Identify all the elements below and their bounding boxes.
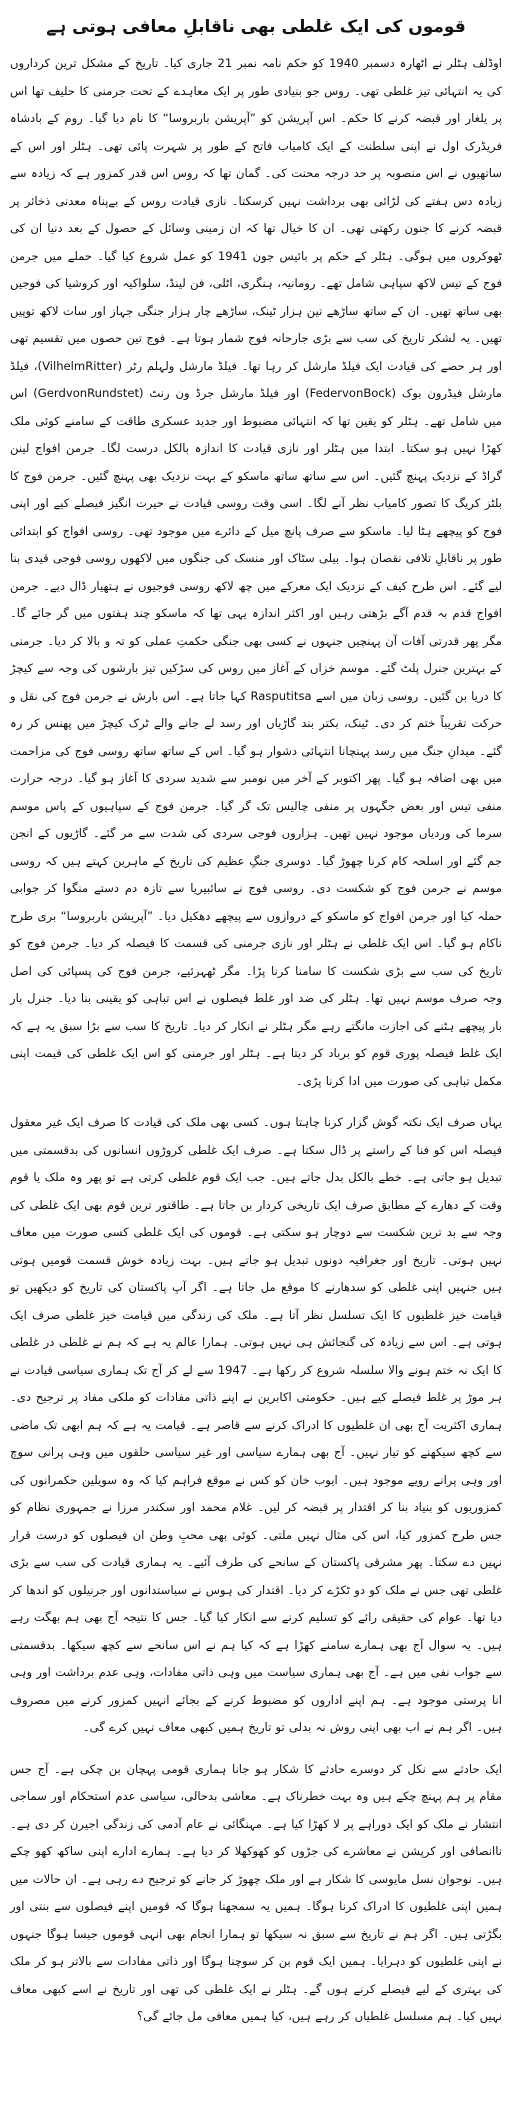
article-headline: قوموں کی ایک غلطی بھی ناقابلِ معافی ہوتی ہے <box>46 17 466 37</box>
paragraph-gap <box>10 1742 502 1756</box>
article-paragraph-2: یہاں صرف ایک نکتہ گوش گزار کرنا چاہتا ہوں۔ کسی بھی ملک کی قیادت کا صرف ایک غیر معقول فیصلہ اس کو فنا کے راستے پر ڈال سکتا ہے۔ صرف ایک غلطی کروڑوں انسانوں کی بدقسمتی میں تبدیل ہو جاتی ہے۔ خطے بالکل بدل جاتے ہیں۔ جب ایک قوم غلطی کرتی ہے تو پھر وہ ملک یا قوم وقت کے دھارے کے مطابق صرف ایک تاریخی کردار بن جاتا ہے۔ طاقتور ترین قوم بھی ایک غلطی کی وجہ سے بد ترین شکست سے دوچار ہو سکتی ہے۔ قوموں کی ایک غلطی کسی صورت میں معاف نہیں ہوتی۔ تاریخ اور جغرافیہ دونوں تبدیل ہو جاتے ہیں۔ بہت زیادہ خوش قسمت قومیں ہوتی ہیں جنہیں اپنی غلطی کو سدھارنے کا موقع مل جاتا ہے۔ اگر آپ پاکستان کی تاریخ کو دیکھیں تو قیامت خیز غلطیوں کا ایک تسلسل نظر آتا ہے۔ ملک کی زندگی میں قیامت خیز غلطی صرف ایک ہوتی ہے۔ اس سے زیادہ کی گنجائش ہی نہیں ہوتی۔ ہمارا عالم یہ ہے کہ ہم نے غلطی در غلطی کا ایک نہ ختم ہونے والا سلسلہ شروع کر رکھا ہے۔ 1947 سے لے کر آج تک ہماری سیاسی قیادت نے ہر موڑ پر غلط فیصلے کیے ہیں۔ حکومتی اکابرین نے اپنے ذاتی مفادات کو ملکی مفاد پر ترجیح دی۔ ہماری اکثریت آج بھی ان غلطیوں کا ادراک کرنے سے قاصر ہے۔ قیامت یہ ہے کہ ہم ابھی تک ماضی سے کچھ سیکھنے کو تیار نہیں۔ آج بھی ہمارے سیاسی اور غیر سیاسی حلقوں میں وہی پرانی سوچ اور وہی پرانے رویے موجود ہیں۔ ایوب خان کو کس نے موقع فراہم کیا کہ وہ سویلین حکمرانوں کی کمزوریوں کو بنیاد بنا کر اقتدار پر قبضہ کر لیں۔ غلام محمد اور سکندر مرزا نے جمہوری نظام کو جس طرح کمزور کیا، اس کی مثال نہیں ملتی۔ کوئی بھی محبِ وطن ان فیصلوں کو درست قرار نہیں دے سکتا۔ پھر مشرقی پاکستان کے سانحے کی طرف آئیے۔ یہ ہماری قیادت کی سب سے بڑی غلطی تھی جس نے ملک کو دو ٹکڑے کر دیا۔ اقتدار کی ہوس نے سیاستدانوں اور جرنیلوں کو اندھا کر دیا تھا۔ عوام کی حقیقی رائے کو تسلیم کرنے سے انکار کیا گیا۔ جس کا نتیجہ آج بھی ہم بھگت رہے ہیں۔ یہ سوال آج بھی ہمارے سامنے کھڑا ہے کہ کیا ہم نے اس سانحے سے کچھ سیکھا۔ بدقسمتی سے جواب نفی میں ہے۔ آج بھی ہماری سیاست میں وہی ذاتی مفادات، وہی عدم برداشت اور وہی انا پرستی موجود ہے۔ ہم اپنے اداروں کو مضبوط کرنے کے بجائے انہیں کمزور کرنے میں مصروف ہیں۔ اگر ہم نے اب بھی اپنی روش نہ بدلی تو تاریخ ہمیں کبھی معاف نہیں کرے گی۔ <box>10 1115 502 1734</box>
paragraph-gap <box>10 1095 502 1109</box>
article-paragraph-1: اوڈلف ہٹلر نے اٹھارہ دسمبر 1940 کو حکم نامہ نمبر 21 جاری کیا۔ تاریخ کے مشکل ترین کرداروں کی یہ انتہائی تیز غلطی تھی۔ روس جو بنیادی طور پر ایک معاہدے کے تحت جرمنی کا حلیف تھا اس پر یلغار اور قبضہ کرنے کا حکم۔ اس آپریشن کو ”آپریشن باربروسا“ کا نام دیا گیا۔ روم کے بادشاہ فریڈرک اول نے اپنی سلطنت کے ایک کامیاب فاتح کے طور پر شہرت پائی تھی۔ ہٹلر اور اس کے ساتھیوں نے اس منصوبہ پر حد درجہ محنت کی۔ گمان تھا کہ روس اس قدر کمزور ہے کہ زیادہ سے زیادہ دس ہفتے کی لڑائی بھی برداشت نہیں کرسکتا۔ نازی قیادت روس کے بےپناہ معدنی ذخائر پر قبضہ کرنے کا جنون رکھتی تھی۔ ان کا خیال تھا کہ ان زمینی وسائل کے حصول کے بعد دنیا ان کی ٹھوکروں میں ہوگی۔ ہٹلر کے حکم پر بائیس جون 1941 کو عمل شروع کیا گیا۔ حملے میں جرمن فوج کے تیس لاکھ سپاہی شامل تھے۔ رومانیہ، ہنگری، اٹلی، فن لینڈ، سلواکیہ اور کروشیا کی فوجیں بھی ساتھ تھیں۔ ان کے ساتھ ساڑھے تین ہزار ٹینک، ساڑھے چار ہزار جنگی جہاز اور سات لاکھ توپیں تھیں۔ یہ لشکر تاریخ کی سب سے بڑی جارحانہ فوج شمار ہوتا ہے۔ فوج تین حصوں میں تقسیم تھی اور ہر حصے کی قیادت ایک فیلڈ مارشل کر رہا تھا۔ فیلڈ مارشل ولہلم رٹر (VilhelmRitter)، فیلڈ مارشل فیڈرون بوک (FedervonBock) اور فیلڈ مارشل جرڈ ون رنٹ (GerdvonRundstet) اس میں شامل تھے۔ ہٹلر کو یقین تھا کہ انتہائی مضبوط اور جدید عسکری طاقت کے سامنے کوئی ملک کھڑا نہیں ہو سکتا۔ ابتدا میں ہٹلر اور نازی قیادت کا اندازہ بالکل درست لگا۔ جرمن افواج لینن گراڈ کے نزدیک پہنچ گئیں۔ اس سے ساتھ ساتھ ماسکو کے بہت نزدیک بھی پہنچ گئیں۔ جرمن فوج کا بلٹز کریگ کا تصور کامیاب نظر آنے لگا۔ اسی وقت روسی قیادت نے حیرت انگیز فیصلے کیے اور اپنی فوج کو پیچھے ہٹا لیا۔ ماسکو سے صرف پانچ میل کے دائرے میں موجود تھی۔ روسی افواج کو ابتدائی طور پر ناقابلِ تلافی نقصان ہوا۔ بیلی سٹاک اور منسک کی جنگوں میں لاکھوں روسی فوجی قیدی بنا لیے گئے۔ اس طرح کیف کے نزدیک ایک معرکے میں چھ لاکھ روسی فوجیوں نے ہتھیار ڈال دیے۔ جرمن افواج قدم بہ قدم آگے بڑھتی رہیں اور اکثر اندازہ یہی تھا کہ ماسکو چند ہفتوں میں گر جائے گا۔ مگر پھر قدرتی آفات آن پہنچیں جنہوں نے کسی بھی جنگی حکمتِ عملی کو تہ و بالا کر دیا۔ جرمنی کے بہترین جنرل پلٹ گئے۔ موسم خزاں کے آغاز میں روس کی سڑکیں تیز بارشوں کی وجہ سے کیچڑ کا دریا بن گئیں۔ روسی زبان میں اسے Rasputitsa کہا جاتا ہے۔ اس بارش نے جرمن فوج کی نقل و حرکت تقریباً ختم کر دی۔ ٹینک، بکتر بند گاڑیاں اور رسد لے جانے والے ٹرک کیچڑ میں پھنس کر رہ گئے۔ میدانِ جنگ میں رسد پہنچانا انتہائی دشوار ہو گیا۔ اس کے ساتھ ساتھ روسی فوج کی مزاحمت میں بھی اضافہ ہو گیا۔ پھر اکتوبر کے آخر میں نومبر سے شدید سردی کا آغاز ہو گیا۔ درجہ حرارت منفی تیس اور بعض جگہوں پر منفی چالیس تک گر گیا۔ جرمن فوج کے سپاہیوں کے پاس موسم سرما کی وردیاں موجود نہیں تھیں۔ ہزاروں فوجی سردی کی شدت سے مر گئے۔ گاڑیوں کے انجن جم گئے اور اسلحہ کام کرنا چھوڑ گیا۔ دوسری جنگِ عظیم کی تاریخ کے ماہرین کہتے ہیں کہ روسی موسم نے جرمن فوج کو شکست دی۔ روسی فوج نے سائبیریا سے تازہ دم دستے منگوا کر جوابی حملہ کیا اور جرمن افواج کو ماسکو کے دروازوں سے پیچھے دھکیل دیا۔ ”آپریشن باربروسا“ بری طرح ناکام ہو گیا۔ اس ایک غلطی نے ہٹلر اور نازی جرمنی کی قسمت کا فیصلہ کر دیا۔ جرمن فوج کو تاریخ کی سب سے بڑی شکست کا سامنا کرنا پڑا۔ مگر ٹھہرئیے، جرمن فوج کی پسپائی کی اصل وجہ صرف موسم نہیں تھا۔ ہٹلر کی ضد اور غلط فیصلوں نے اس تباہی کو یقینی بنا دیا۔ جنرل بار بار پیچھے ہٹنے کی اجازت مانگتے رہے مگر ہٹلر نے انکار کر دیا۔ تاریخ کا سب سے بڑا سبق یہ ہے کہ ایک غلط فیصلہ پوری قوم کو برباد کر دیتا ہے۔ ہٹلر اور جرمنی کو اس ایک غلطی کی قیمت اپنی مکمل تباہی کی صورت میں ادا کرنا پڑی۔ <box>10 56 503 1088</box>
article-paragraph-3: ایک حادثے سے نکل کر دوسرے حادثے کا شکار ہو جانا ہماری قومی پہچان بن چکی ہے۔ آج جس مقام پر ہم پہنچ چکے ہیں وہ بہت خطرناک ہے۔ معاشی بدحالی، سیاسی عدم استحکام اور سماجی انتشار نے ملک کو ایک دوراہے پر لا کھڑا کیا ہے۔ مہنگائی نے عام آدمی کی زندگی اجیرن کر دی ہے۔ ناانصافی اور کرپشن نے معاشرے کی جڑوں کو کھوکھلا کر دیا ہے۔ ہمارے ادارے اپنی ساکھ کھو چکے ہیں۔ نوجوان نسل مایوسی کا شکار ہے اور ملک چھوڑ کر جانے کو ترجیح دے رہی ہے۔ ان حالات میں ہمیں اپنی غلطیوں کا ادراک کرنا ہوگا۔ ہمیں یہ سمجھنا ہوگا کہ قومیں اپنے فیصلوں سے بنتی اور بگڑتی ہیں۔ اگر ہم نے تاریخ سے سبق نہ سیکھا تو ہمارا انجام بھی انہی قوموں جیسا ہوگا جنہوں نے اپنی غلطیوں کو دہرایا۔ ہمیں ایک قوم بن کر سوچنا ہوگا اور ذاتی مفادات سے بالاتر ہو کر ملک کی بہتری کے لیے فیصلے کرنے ہوں گے۔ ہٹلر نے ایک غلطی کی تھی اور تاریخ نے اسے کبھی معاف نہیں کیا۔ ہم مسلسل غلطیاں کر رہے ہیں، کیا ہمیں معافی مل جائے گی؟ <box>10 1761 502 2023</box>
